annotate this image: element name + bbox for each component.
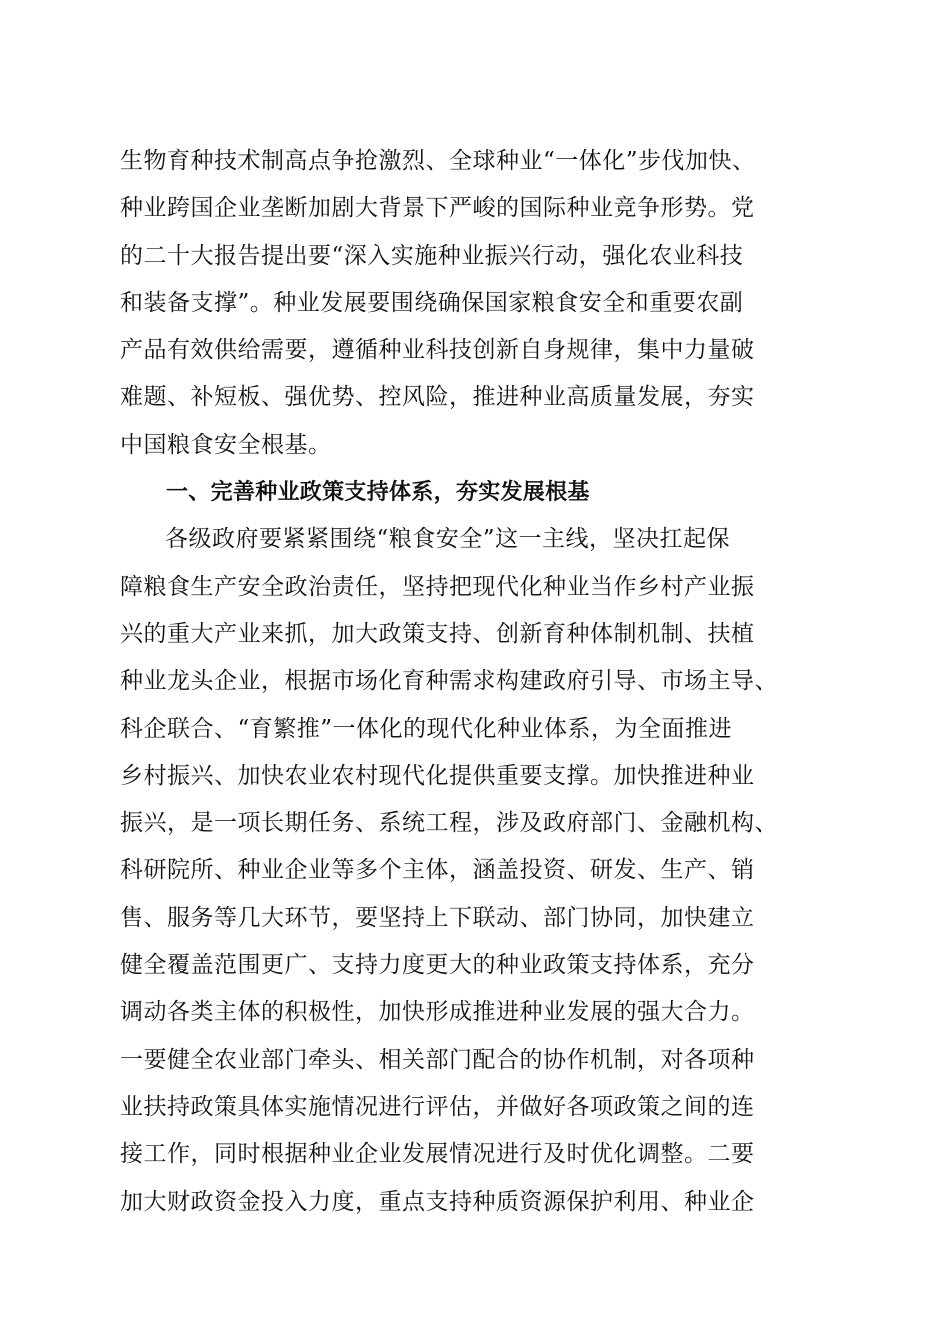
paragraph-line: 接工作，同时根据种业企业发展情况进行及时优化调整。二要 — [120, 1141, 755, 1168]
paragraph-line: 产品有效供给需要，遵循种业科技创新自身规律，集中力量破 — [120, 337, 755, 364]
paragraph-line: 振兴，是一项长期任务、系统工程，涉及政府部门、金融机构、 — [120, 810, 778, 837]
paragraph-line: 生物育种技术制高点争抢激烈、全球种业“一体化”步伐加快、 — [120, 148, 756, 174]
paragraph-line: 种业跨国企业垄断加剧大背景下严峻的国际种业竞争形势。党 — [120, 195, 755, 222]
document-body — [120, 138, 840, 1226]
section-heading: 一、完善种业政策支持体系，夯实发展根基 — [166, 480, 590, 506]
paragraph-line: 科研院所、种业企业等多个主体，涵盖投资、研发、生产、销 — [120, 857, 755, 884]
paragraph-line: 障粮食生产安全政治责任，坚持把现代化种业当作乡村产业振 — [120, 573, 755, 600]
paragraph-line: 一要健全农业部门牵头、相关部门配合的协作机制，对各项种 — [120, 1046, 755, 1073]
paragraph-line: 科企联合、“育繁推”一体化的现代化种业体系，为全面推进 — [120, 715, 733, 742]
paragraph-line: 各级政府要紧紧围绕“粮食安全”这一主线，坚决扛起保 — [165, 526, 731, 553]
paragraph-line: 兴的重大产业来抓，加大政策支持、创新育种体制机制、扶植 — [120, 620, 755, 647]
paragraph-line: 乡村振兴、加快农业农村现代化提供重要支撑。加快推进种业 — [120, 762, 755, 789]
paragraph-line: 种业龙头企业，根据市场化育种需求构建政府引导、市场主导、 — [120, 668, 778, 695]
paragraph-line: 的二十大报告提出要“深入实施种业振兴行动，强化农业科技 — [120, 242, 744, 269]
paragraph-line: 难题、补短板、强优势、控风险，推进种业高质量发展，夯实 — [120, 384, 755, 411]
paragraph-line: 中国粮食安全根基。 — [120, 431, 332, 458]
paragraph-line: 加大财政资金投入力度，重点支持种质资源保护利用、种业企 — [120, 1188, 755, 1215]
paragraph-line: 售、服务等几大环节，要坚持上下联动、部门协同，加快建立 — [120, 904, 755, 931]
paragraph-line: 业扶持政策具体实施情况进行评估，并做好各项政策之间的连 — [120, 1093, 755, 1120]
paragraph-line: 和装备支撑”。种业发展要围绕确保国家粮食安全和重要农副 — [120, 289, 744, 316]
paragraph-line: 调动各类主体的积极性，加快形成推进种业发展的强大合力。 — [120, 999, 755, 1026]
paragraph-line: 健全覆盖范围更广、支持力度更大的种业政策支持体系，充分 — [120, 952, 755, 979]
